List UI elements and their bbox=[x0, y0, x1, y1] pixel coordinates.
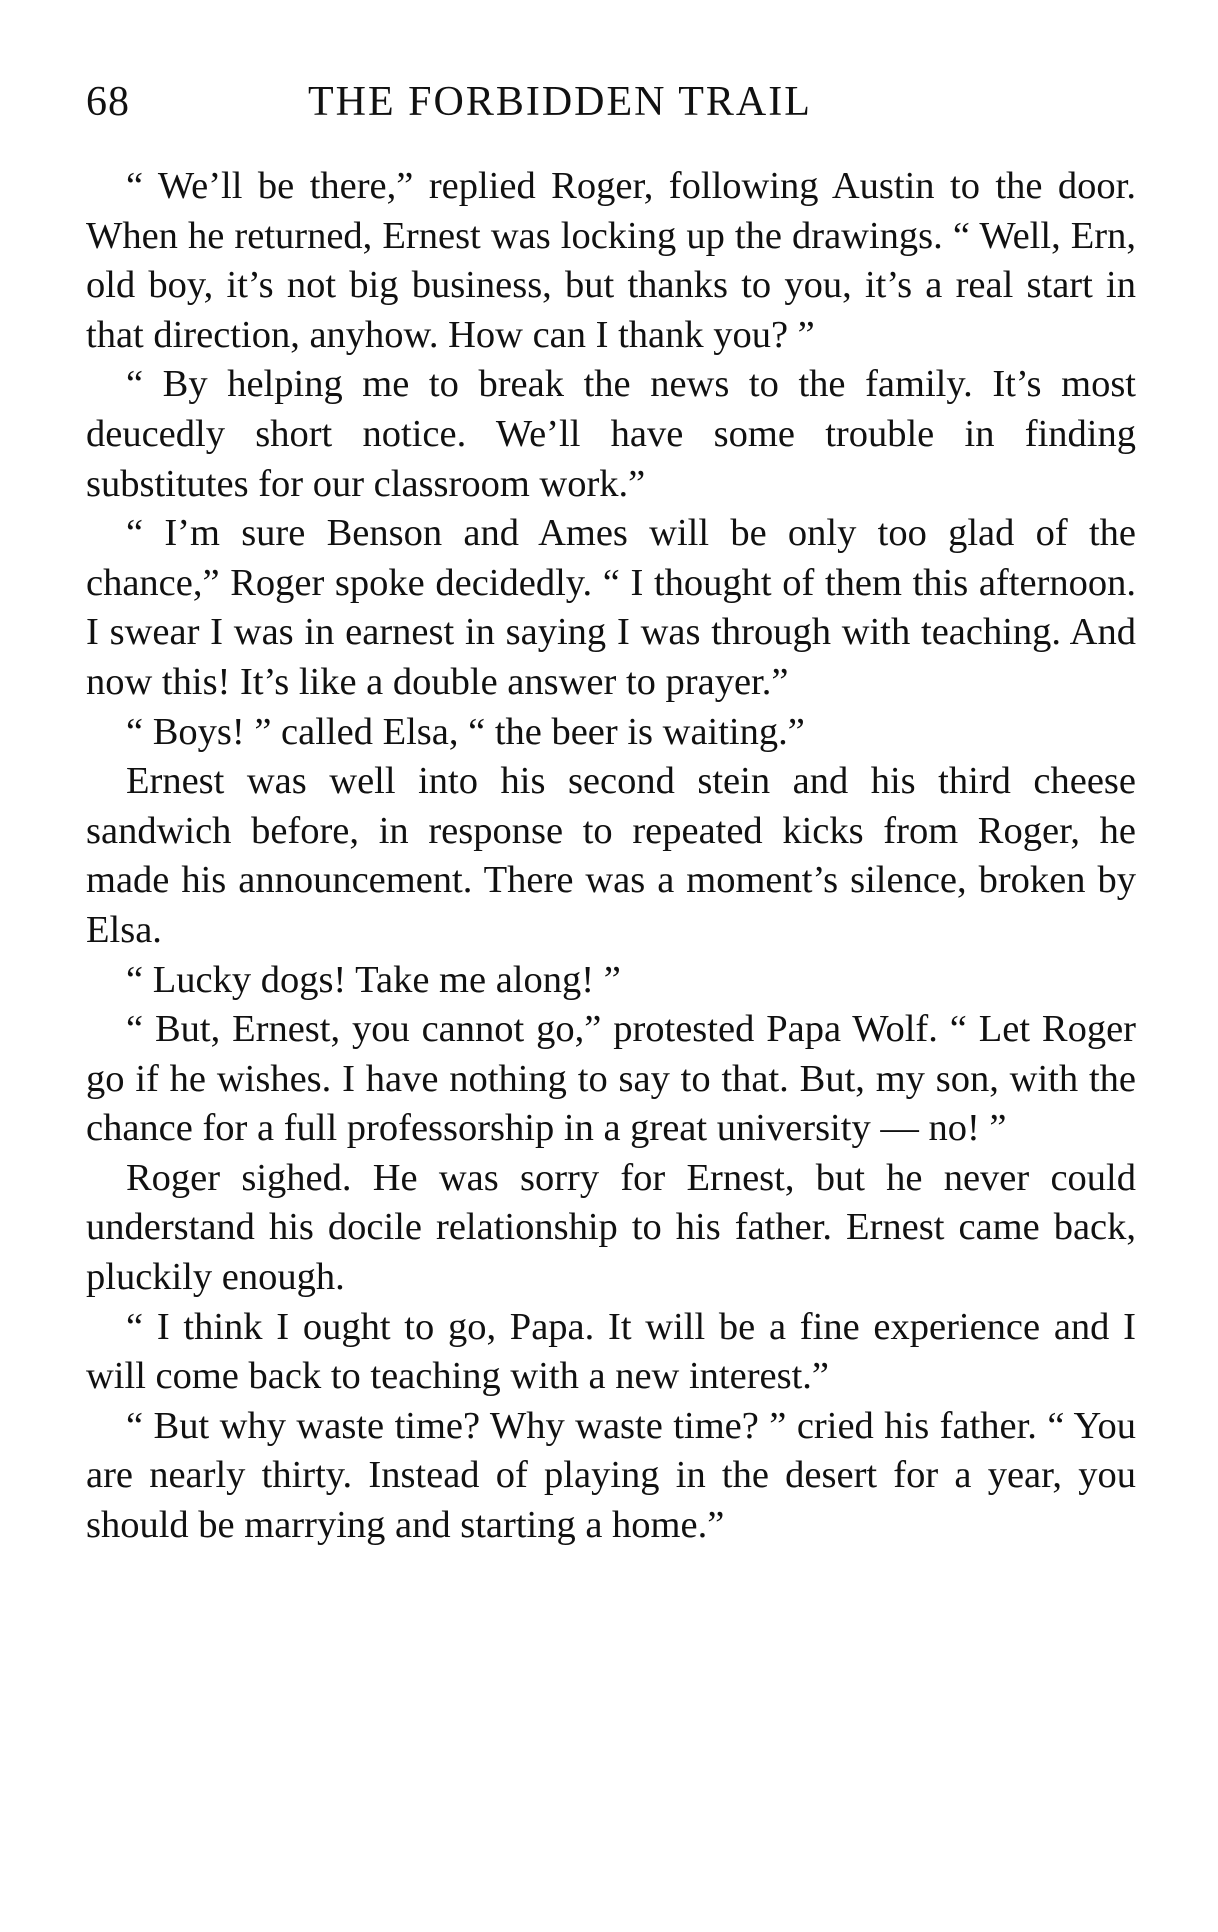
paragraph: “ Boys! ” called Elsa, “ the beer is waiting.” bbox=[126, 710, 805, 753]
paragraph: “ But, Ernest, you cannot go,” protested Papa Wolf. “ Let Roger go if he wishes. I have nothing to say to that. But, my son, with the chance for a full professorship in a great university — no! ” bbox=[86, 1008, 1136, 1150]
running-head: THE FORBIDDEN TRAIL bbox=[308, 79, 812, 125]
book-page bbox=[86, 78, 1136, 1551]
paragraph: “ Lucky dogs! Take me along! ” bbox=[126, 958, 621, 1001]
page-header bbox=[86, 78, 1136, 140]
paragraph: Ernest was well into his second stein and his third cheese sandwich before, in response to repeated kicks from Roger, he made his announcement. There was a moment’s silence, broken by Elsa. bbox=[86, 760, 1136, 951]
paragraph: “ But why waste time? Why waste time? ” cried his father. “ You are nearly thirty. Instead of playing in the desert for a year, you should be marrying and starting a home.” bbox=[86, 1404, 1136, 1547]
body-text bbox=[86, 162, 1136, 1551]
paragraph: Roger sighed. He was sorry for Ernest, but he never could understand his docile relationship to his father. Ernest came back, pluckily enough. bbox=[86, 1156, 1136, 1299]
paragraph: “ By helping me to break the news to the family. It’s most deucedly short notice. We’ll have some trouble in finding substitutes for our classroom work.” bbox=[86, 363, 1136, 505]
page-number: 68 bbox=[86, 79, 130, 125]
paragraph: “ I’m sure Benson and Ames will be only too glad of the chance,” Roger spoke decidedly. “ I thought of them this afternoon. I swear I was in earnest in saying I was through with teaching. And now this! It’s like a double answer to prayer.” bbox=[86, 512, 1136, 703]
paragraph: “ I think I ought to go, Papa. It will be a fine experience and I will come back to teaching with a new interest.” bbox=[86, 1305, 1136, 1398]
paragraph: “ We’ll be there,” replied Roger, following Austin to the door. When he returned, Ernest was locking up the drawings. “ Well, Ern, old boy, it’s not big business, but thanks to you, it’s a real start in that direction, anyhow. How can I thank you? ” bbox=[86, 165, 1136, 356]
